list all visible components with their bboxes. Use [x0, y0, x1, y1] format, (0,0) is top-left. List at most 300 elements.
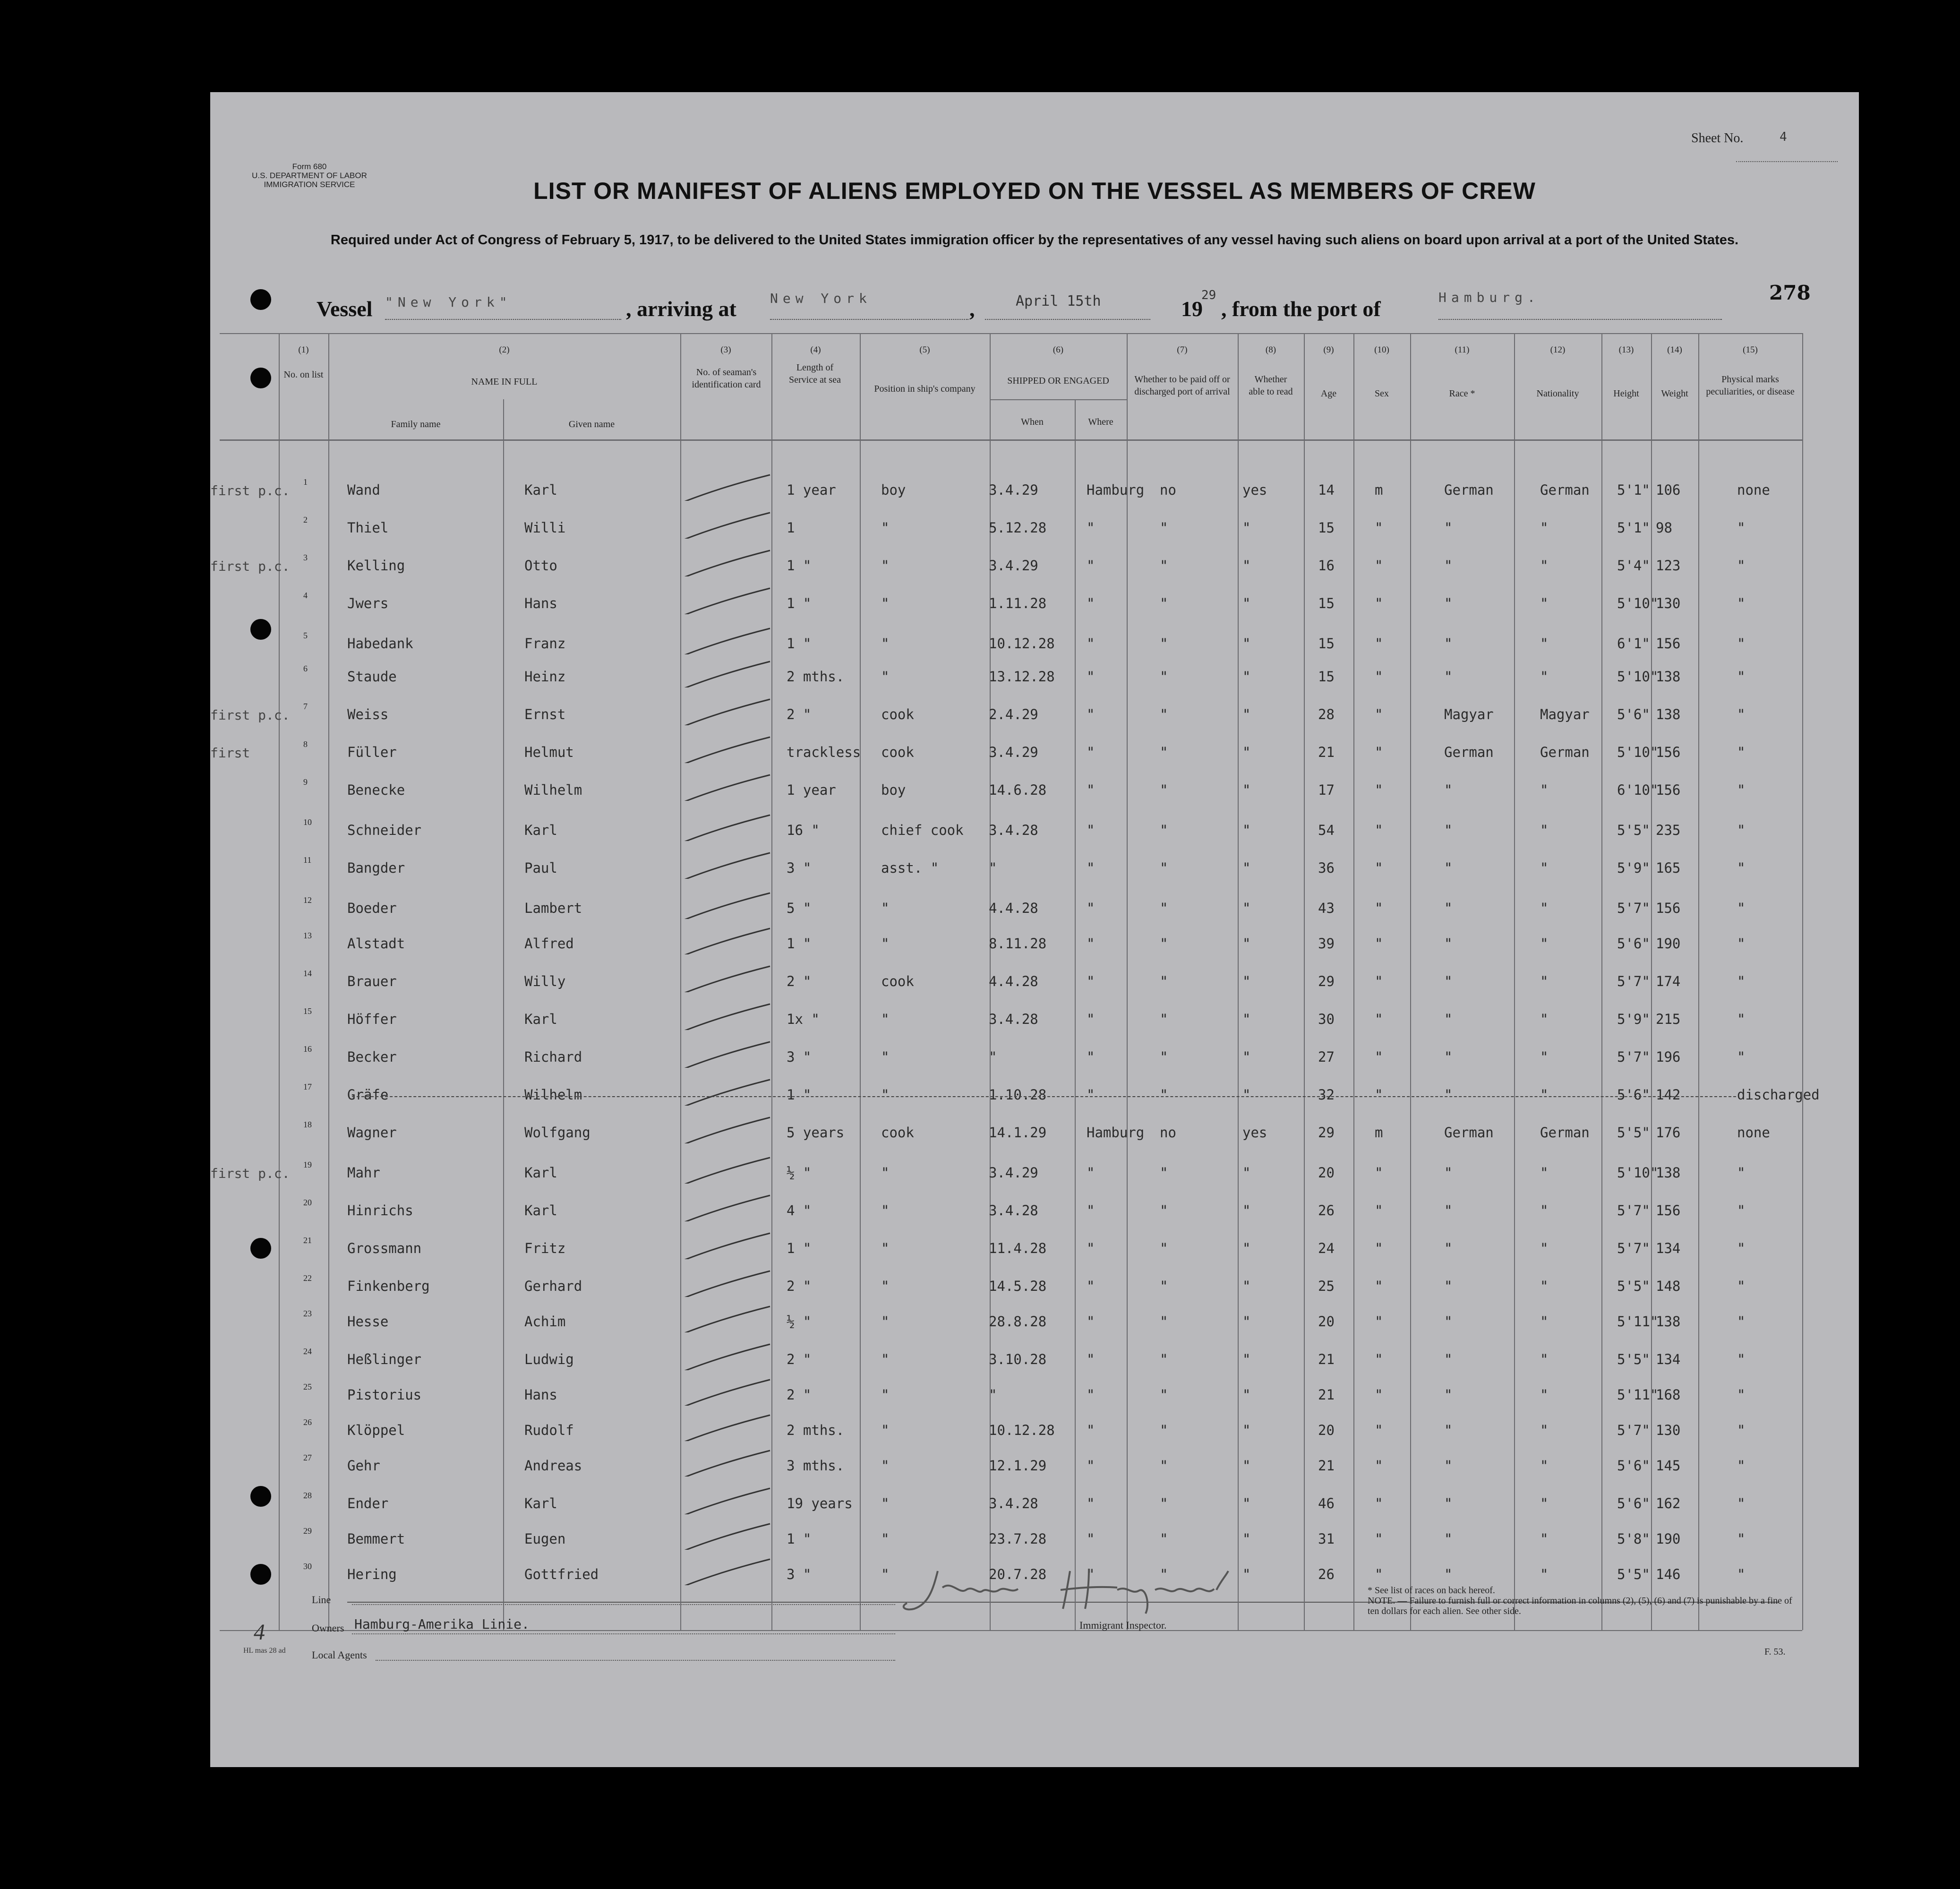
cell-service: ½ " [787, 1165, 812, 1181]
card-check-mark [676, 1039, 775, 1068]
cell-family: Bangder [347, 860, 405, 876]
cell-nationality: German [1540, 1125, 1590, 1141]
punch-hole [250, 368, 271, 388]
cell-age: 14 [1318, 482, 1335, 498]
row-number: 12 [303, 895, 312, 905]
cell-race: " [1444, 1566, 1453, 1582]
card-check-mark [676, 1486, 775, 1514]
cell-marks: " [1737, 706, 1746, 722]
cell-race: " [1444, 1531, 1453, 1547]
cell-weight: 156 [1656, 782, 1681, 798]
cell-marks: " [1737, 1422, 1746, 1438]
table-row [210, 1453, 1859, 1491]
sheet-number-line [1736, 161, 1838, 162]
cell-given: Karl [524, 1165, 557, 1181]
cell-when: 10.12.28 [989, 1422, 1055, 1438]
cell-height: 6'1" [1617, 635, 1650, 652]
row-number: 22 [303, 1273, 312, 1283]
cell-weight: 138 [1656, 669, 1681, 685]
cell-given: Richard [524, 1049, 582, 1065]
table-row [210, 817, 1859, 855]
cell-age: 20 [1318, 1165, 1335, 1181]
cell-given: Hans [524, 1387, 557, 1403]
cell-nationality: " [1540, 1458, 1549, 1474]
row-number: 13 [303, 931, 312, 940]
cell-age: 17 [1318, 782, 1335, 798]
cell-family: Schneider [347, 822, 422, 838]
cell-position: " [881, 1387, 890, 1403]
table-row [210, 1006, 1859, 1044]
table-row [210, 553, 1859, 591]
cell-given: Eugen [524, 1531, 566, 1547]
row-number: 10 [303, 817, 312, 827]
cell-race: Magyar [1444, 706, 1494, 722]
cell-given: Karl [524, 482, 557, 498]
table-row [210, 702, 1859, 739]
cell-weight: 156 [1656, 744, 1681, 760]
cell-when: 3.4.28 [989, 1202, 1038, 1219]
arriving-port-line [770, 319, 968, 320]
cell-service: 1 " [787, 1087, 812, 1103]
cell-paid-off: " [1160, 973, 1168, 989]
cell-nationality: " [1540, 1531, 1549, 1547]
cell-race: " [1444, 973, 1453, 989]
sheet-number-value: 4 [1780, 130, 1787, 144]
cell-nationality: " [1540, 1422, 1549, 1438]
cell-marks: " [1737, 1049, 1746, 1065]
cell-age: 21 [1318, 1387, 1335, 1403]
cell-sex: " [1375, 1314, 1383, 1330]
cell-paid-off: " [1160, 1314, 1168, 1330]
cell-age: 21 [1318, 744, 1335, 760]
cell-marks: " [1737, 1351, 1746, 1367]
cell-when: 14.6.28 [989, 782, 1047, 798]
card-check-mark [676, 1155, 775, 1184]
cell-when: 3.4.29 [989, 558, 1038, 574]
cell-read: " [1242, 900, 1251, 916]
cell-paid-off: " [1160, 1202, 1168, 1219]
col-8-number: (8) [1265, 345, 1276, 355]
cell-service: 3 " [787, 1566, 812, 1582]
cell-where: Hamburg [1087, 1125, 1145, 1141]
cell-height: 5'6" [1617, 1087, 1650, 1103]
cell-when: 28.8.28 [989, 1314, 1047, 1330]
cell-read: " [1242, 635, 1251, 652]
cell-read: " [1242, 973, 1251, 989]
cell-read: yes [1242, 482, 1267, 498]
card-check-mark [676, 813, 775, 841]
table-row [210, 1236, 1859, 1273]
cell-service: 2 mths. [787, 1422, 845, 1438]
cell-height: 5'5" [1617, 822, 1650, 838]
cell-where: " [1087, 706, 1095, 722]
cell-weight: 138 [1656, 1165, 1681, 1181]
cell-given: Willy [524, 973, 566, 989]
col-6-label: SHIPPED OR ENGAGED [1007, 376, 1109, 386]
table-row [210, 477, 1859, 515]
cell-read: yes [1242, 1125, 1267, 1141]
cell-age: 31 [1318, 1531, 1335, 1547]
cell-position: " [881, 936, 890, 952]
card-check-mark [676, 735, 775, 763]
cell-given: Otto [524, 558, 557, 574]
cell-position: cook [881, 1125, 914, 1141]
cell-given: Alfred [524, 936, 574, 952]
card-check-mark [676, 1413, 775, 1441]
cell-where: " [1087, 936, 1095, 952]
cell-sex: " [1375, 1495, 1383, 1511]
cell-read: " [1242, 1240, 1251, 1256]
cell-position: " [881, 1278, 890, 1294]
col-3-number: (3) [720, 345, 731, 355]
cell-position: " [881, 1240, 890, 1256]
cell-height: 5'7" [1617, 1240, 1650, 1256]
card-check-mark [676, 773, 775, 801]
cell-weight: 130 [1656, 595, 1681, 611]
cell-where: " [1087, 1165, 1095, 1181]
cell-race: " [1444, 822, 1453, 838]
cell-paid-off: " [1160, 782, 1168, 798]
footer-line-rule [352, 1604, 895, 1605]
cell-where: " [1087, 1011, 1095, 1027]
cell-family: Gehr [347, 1458, 380, 1474]
table-row [210, 1347, 1859, 1384]
handwritten-number: 4 [254, 1620, 265, 1645]
cell-paid-off: " [1160, 860, 1168, 876]
cell-given: Franz [524, 635, 566, 652]
cell-age: 15 [1318, 520, 1335, 536]
cell-marks: " [1737, 860, 1746, 876]
arriving-label: , arriving at [626, 297, 736, 321]
cell-marks: " [1737, 973, 1746, 989]
cell-where: " [1087, 973, 1095, 989]
cell-race: German [1444, 482, 1494, 498]
cell-service: 1 " [787, 595, 812, 611]
col-3-label: No. of seaman's identification card [692, 367, 761, 390]
cell-family: Füller [347, 744, 397, 760]
cell-position: " [881, 1165, 890, 1181]
cell-read: " [1242, 1011, 1251, 1027]
punch-hole [250, 619, 271, 640]
cell-given: Gottfried [524, 1566, 599, 1582]
cell-race: " [1444, 1351, 1453, 1367]
cell-read: " [1242, 1458, 1251, 1474]
cell-age: 28 [1318, 706, 1335, 722]
cell-race: " [1444, 595, 1453, 611]
cell-sex: " [1375, 936, 1383, 952]
card-check-mark [676, 697, 775, 725]
cell-family: Grossmann [347, 1240, 422, 1256]
cell-height: 5'10" [1617, 1165, 1659, 1181]
cell-position: cook [881, 744, 914, 760]
cell-where: " [1087, 1049, 1095, 1065]
cell-read: " [1242, 520, 1251, 536]
cell-family: Bemmert [347, 1531, 405, 1547]
cell-where: " [1087, 1387, 1095, 1403]
cell-when: " [989, 1049, 997, 1065]
cell-when: 4.4.28 [989, 900, 1038, 916]
col-14-number: (14) [1667, 345, 1682, 355]
cell-given: Karl [524, 1495, 557, 1511]
cell-height: 5'5" [1617, 1278, 1650, 1294]
cell-nationality: " [1540, 1314, 1549, 1330]
col-10-label: Sex [1375, 388, 1389, 399]
page-number: 278 [1769, 281, 1811, 304]
cell-nationality: " [1540, 520, 1549, 536]
cell-paid-off: " [1160, 1566, 1168, 1582]
card-check-mark [676, 1557, 775, 1585]
cell-race: " [1444, 936, 1453, 952]
cell-nationality: " [1540, 973, 1549, 989]
cell-position: chief cook [881, 822, 964, 838]
cell-family: Wand [347, 482, 380, 498]
cell-paid-off: " [1160, 1087, 1168, 1103]
cell-read: " [1242, 1566, 1251, 1582]
cell-family: Jwers [347, 595, 389, 611]
cell-race: " [1444, 782, 1453, 798]
table-row [210, 664, 1859, 702]
cell-sex: " [1375, 1165, 1383, 1181]
cell-nationality: " [1540, 1165, 1549, 1181]
card-check-mark [676, 510, 775, 539]
cell-paid-off: " [1160, 1531, 1168, 1547]
cell-nationality: " [1540, 1202, 1549, 1219]
cell-race: " [1444, 1165, 1453, 1181]
cell-age: 29 [1318, 1125, 1335, 1141]
cell-given: Fritz [524, 1240, 566, 1256]
cell-sex: " [1375, 1458, 1383, 1474]
row-number: 11 [303, 855, 312, 865]
cell-weight: 215 [1656, 1011, 1681, 1027]
cell-nationality: " [1540, 1278, 1549, 1294]
cell-weight: 138 [1656, 706, 1681, 722]
cell-weight: 156 [1656, 1202, 1681, 1219]
col-9-number: (9) [1323, 345, 1334, 355]
card-check-mark [676, 1002, 775, 1030]
cell-family: Habedank [347, 635, 413, 652]
cell-height: 5'4" [1617, 558, 1650, 574]
cell-height: 5'8" [1617, 1531, 1650, 1547]
cell-family: Thiel [347, 520, 389, 536]
cell-height: 5'10" [1617, 669, 1659, 685]
cell-race: " [1444, 1049, 1453, 1065]
cell-read: " [1242, 1087, 1251, 1103]
comma-separator: , [969, 297, 975, 321]
col-12-label: Nationality [1536, 388, 1579, 399]
row-number: 15 [303, 1006, 312, 1016]
col-4-number: (4) [810, 345, 821, 355]
table-row [210, 1044, 1859, 1082]
cell-family: Hesse [347, 1314, 389, 1330]
vessel-label: Vessel [317, 297, 373, 321]
cell-when: 23.7.28 [989, 1531, 1047, 1547]
cell-position: " [881, 595, 890, 611]
cell-sex: " [1375, 1202, 1383, 1219]
cell-given: Rudolf [524, 1422, 574, 1438]
cell-where: " [1087, 1422, 1095, 1438]
card-check-mark [676, 1115, 775, 1143]
table-row [210, 895, 1859, 933]
cell-age: 16 [1318, 558, 1335, 574]
col-2-label: NAME IN FULL [471, 377, 538, 387]
cell-read: " [1242, 744, 1251, 760]
cell-weight: 106 [1656, 482, 1681, 498]
cell-position: asst. " [881, 860, 939, 876]
cell-marks: " [1737, 1495, 1746, 1511]
bottom-left-code: HL mas 28 ad [243, 1647, 286, 1655]
table-row [210, 1198, 1859, 1236]
cell-paid-off: " [1160, 635, 1168, 652]
cell-sex: m [1375, 1125, 1383, 1141]
cell-marks: " [1737, 1314, 1746, 1330]
row-number: 25 [303, 1382, 312, 1391]
cell-service: 2 " [787, 1387, 812, 1403]
table-row [210, 777, 1859, 815]
col-2-number: (2) [499, 345, 510, 355]
cell-marks: " [1737, 1278, 1746, 1294]
cell-where: " [1087, 1314, 1095, 1330]
cell-position: " [881, 1458, 890, 1474]
cell-where: " [1087, 1278, 1095, 1294]
footer-owners-label: Owners [312, 1622, 344, 1634]
cell-marks: " [1737, 1240, 1746, 1256]
cell-where: " [1087, 744, 1095, 760]
cell-position: " [881, 635, 890, 652]
cell-nationality: " [1540, 1351, 1549, 1367]
cell-when: 10.12.28 [989, 635, 1055, 652]
row-number: 27 [303, 1453, 312, 1462]
cell-race: " [1444, 1314, 1453, 1330]
cell-given: Wilhelm [524, 1087, 582, 1103]
cell-height: 5'7" [1617, 1202, 1650, 1219]
cell-weight: 162 [1656, 1495, 1681, 1511]
cell-marks: " [1737, 635, 1746, 652]
cell-race: " [1444, 669, 1453, 685]
cell-family: Höffer [347, 1011, 397, 1027]
cell-when: 3.4.28 [989, 1495, 1038, 1511]
cell-paid-off: no [1160, 482, 1176, 498]
cell-service: 16 " [787, 822, 820, 838]
cell-sex: " [1375, 860, 1383, 876]
inspector-signature [881, 1562, 1250, 1618]
card-check-mark [676, 1269, 775, 1297]
cell-position: " [881, 1011, 890, 1027]
cell-when: 1.11.28 [989, 595, 1047, 611]
cell-position: " [881, 900, 890, 916]
year-suffix: 29 [1201, 288, 1216, 302]
cell-sex: " [1375, 520, 1383, 536]
row-number: 24 [303, 1347, 312, 1356]
cell-read: " [1242, 558, 1251, 574]
sheet-number-label: Sheet No. [1691, 131, 1744, 146]
from-port-label: , from the port of [1221, 297, 1381, 321]
card-check-mark [676, 1193, 775, 1221]
cell-marks: " [1737, 1165, 1746, 1181]
punch-hole [250, 1564, 271, 1585]
col-1-label: No. on list [283, 369, 324, 380]
col-15-label: Physical marks peculiarities, or disease [1706, 374, 1795, 397]
cell-position: cook [881, 706, 914, 722]
cell-age: 46 [1318, 1495, 1335, 1511]
cell-where: " [1087, 1566, 1095, 1582]
cell-race: " [1444, 635, 1453, 652]
footer-owners-value: Hamburg-Amerika Linie. [354, 1616, 530, 1632]
cell-race: " [1444, 900, 1453, 916]
cell-family: Boeder [347, 900, 397, 916]
cell-service: 5 years [787, 1125, 845, 1141]
cell-age: 26 [1318, 1566, 1335, 1582]
cell-nationality: " [1540, 1240, 1549, 1256]
cell-marks: " [1737, 1531, 1746, 1547]
cell-when: 20.7.28 [989, 1566, 1047, 1582]
cell-sex: " [1375, 1351, 1383, 1367]
cell-height: 5'5" [1617, 1351, 1650, 1367]
cell-sex: " [1375, 973, 1383, 989]
cell-family: Wagner [347, 1125, 397, 1141]
cell-marks: " [1737, 782, 1746, 798]
cell-position: " [881, 1049, 890, 1065]
card-check-mark [676, 1231, 775, 1259]
cell-paid-off: " [1160, 1165, 1168, 1181]
cell-height: 6'10" [1617, 782, 1659, 798]
card-check-mark [676, 1377, 775, 1406]
cell-service: 1 " [787, 1240, 812, 1256]
arrival-date: April 15th [1016, 293, 1101, 309]
cell-weight: 156 [1656, 900, 1681, 916]
cell-height: 5'10" [1617, 595, 1659, 611]
cell-marks: " [1737, 558, 1746, 574]
cell-paid-off: " [1160, 1240, 1168, 1256]
row-number: 1 [303, 477, 308, 487]
cell-when: 4.4.28 [989, 973, 1038, 989]
cell-position: " [881, 1314, 890, 1330]
card-check-mark [676, 659, 775, 687]
cell-where: " [1087, 1531, 1095, 1547]
cell-given: Heinz [524, 669, 566, 685]
cell-race: " [1444, 1202, 1453, 1219]
margin-note: first p.c. [210, 707, 290, 723]
cell-weight: 130 [1656, 1422, 1681, 1438]
form-number: Form 680 [292, 162, 327, 171]
cell-where: Hamburg [1087, 482, 1145, 498]
col-4-label: Length of Service at sea [789, 362, 841, 385]
cell-position: " [881, 558, 890, 574]
cell-height: 5'6" [1617, 1495, 1650, 1511]
punch-hole [250, 289, 271, 310]
cell-given: Wilhelm [524, 782, 582, 798]
cell-position: " [881, 669, 890, 685]
cell-paid-off: " [1160, 595, 1168, 611]
service-name: IMMIGRATION SERVICE [264, 180, 355, 189]
cell-where: " [1087, 1240, 1095, 1256]
cell-height: 5'7" [1617, 1049, 1650, 1065]
cell-weight: 165 [1656, 860, 1681, 876]
row-number: 30 [303, 1562, 312, 1571]
table-row [210, 1526, 1859, 1564]
cell-paid-off: " [1160, 744, 1168, 760]
table-row [210, 1491, 1859, 1528]
cell-service: 3 " [787, 1049, 812, 1065]
cell-where: " [1087, 1351, 1095, 1367]
col-8-label: Whether able to read [1249, 374, 1293, 397]
cell-paid-off: " [1160, 936, 1168, 952]
cell-nationality: " [1540, 1387, 1549, 1403]
cell-weight: 142 [1656, 1087, 1681, 1103]
cell-read: " [1242, 1531, 1251, 1547]
table-row [210, 1082, 1859, 1120]
card-check-mark [676, 586, 775, 614]
cell-nationality: German [1540, 482, 1590, 498]
